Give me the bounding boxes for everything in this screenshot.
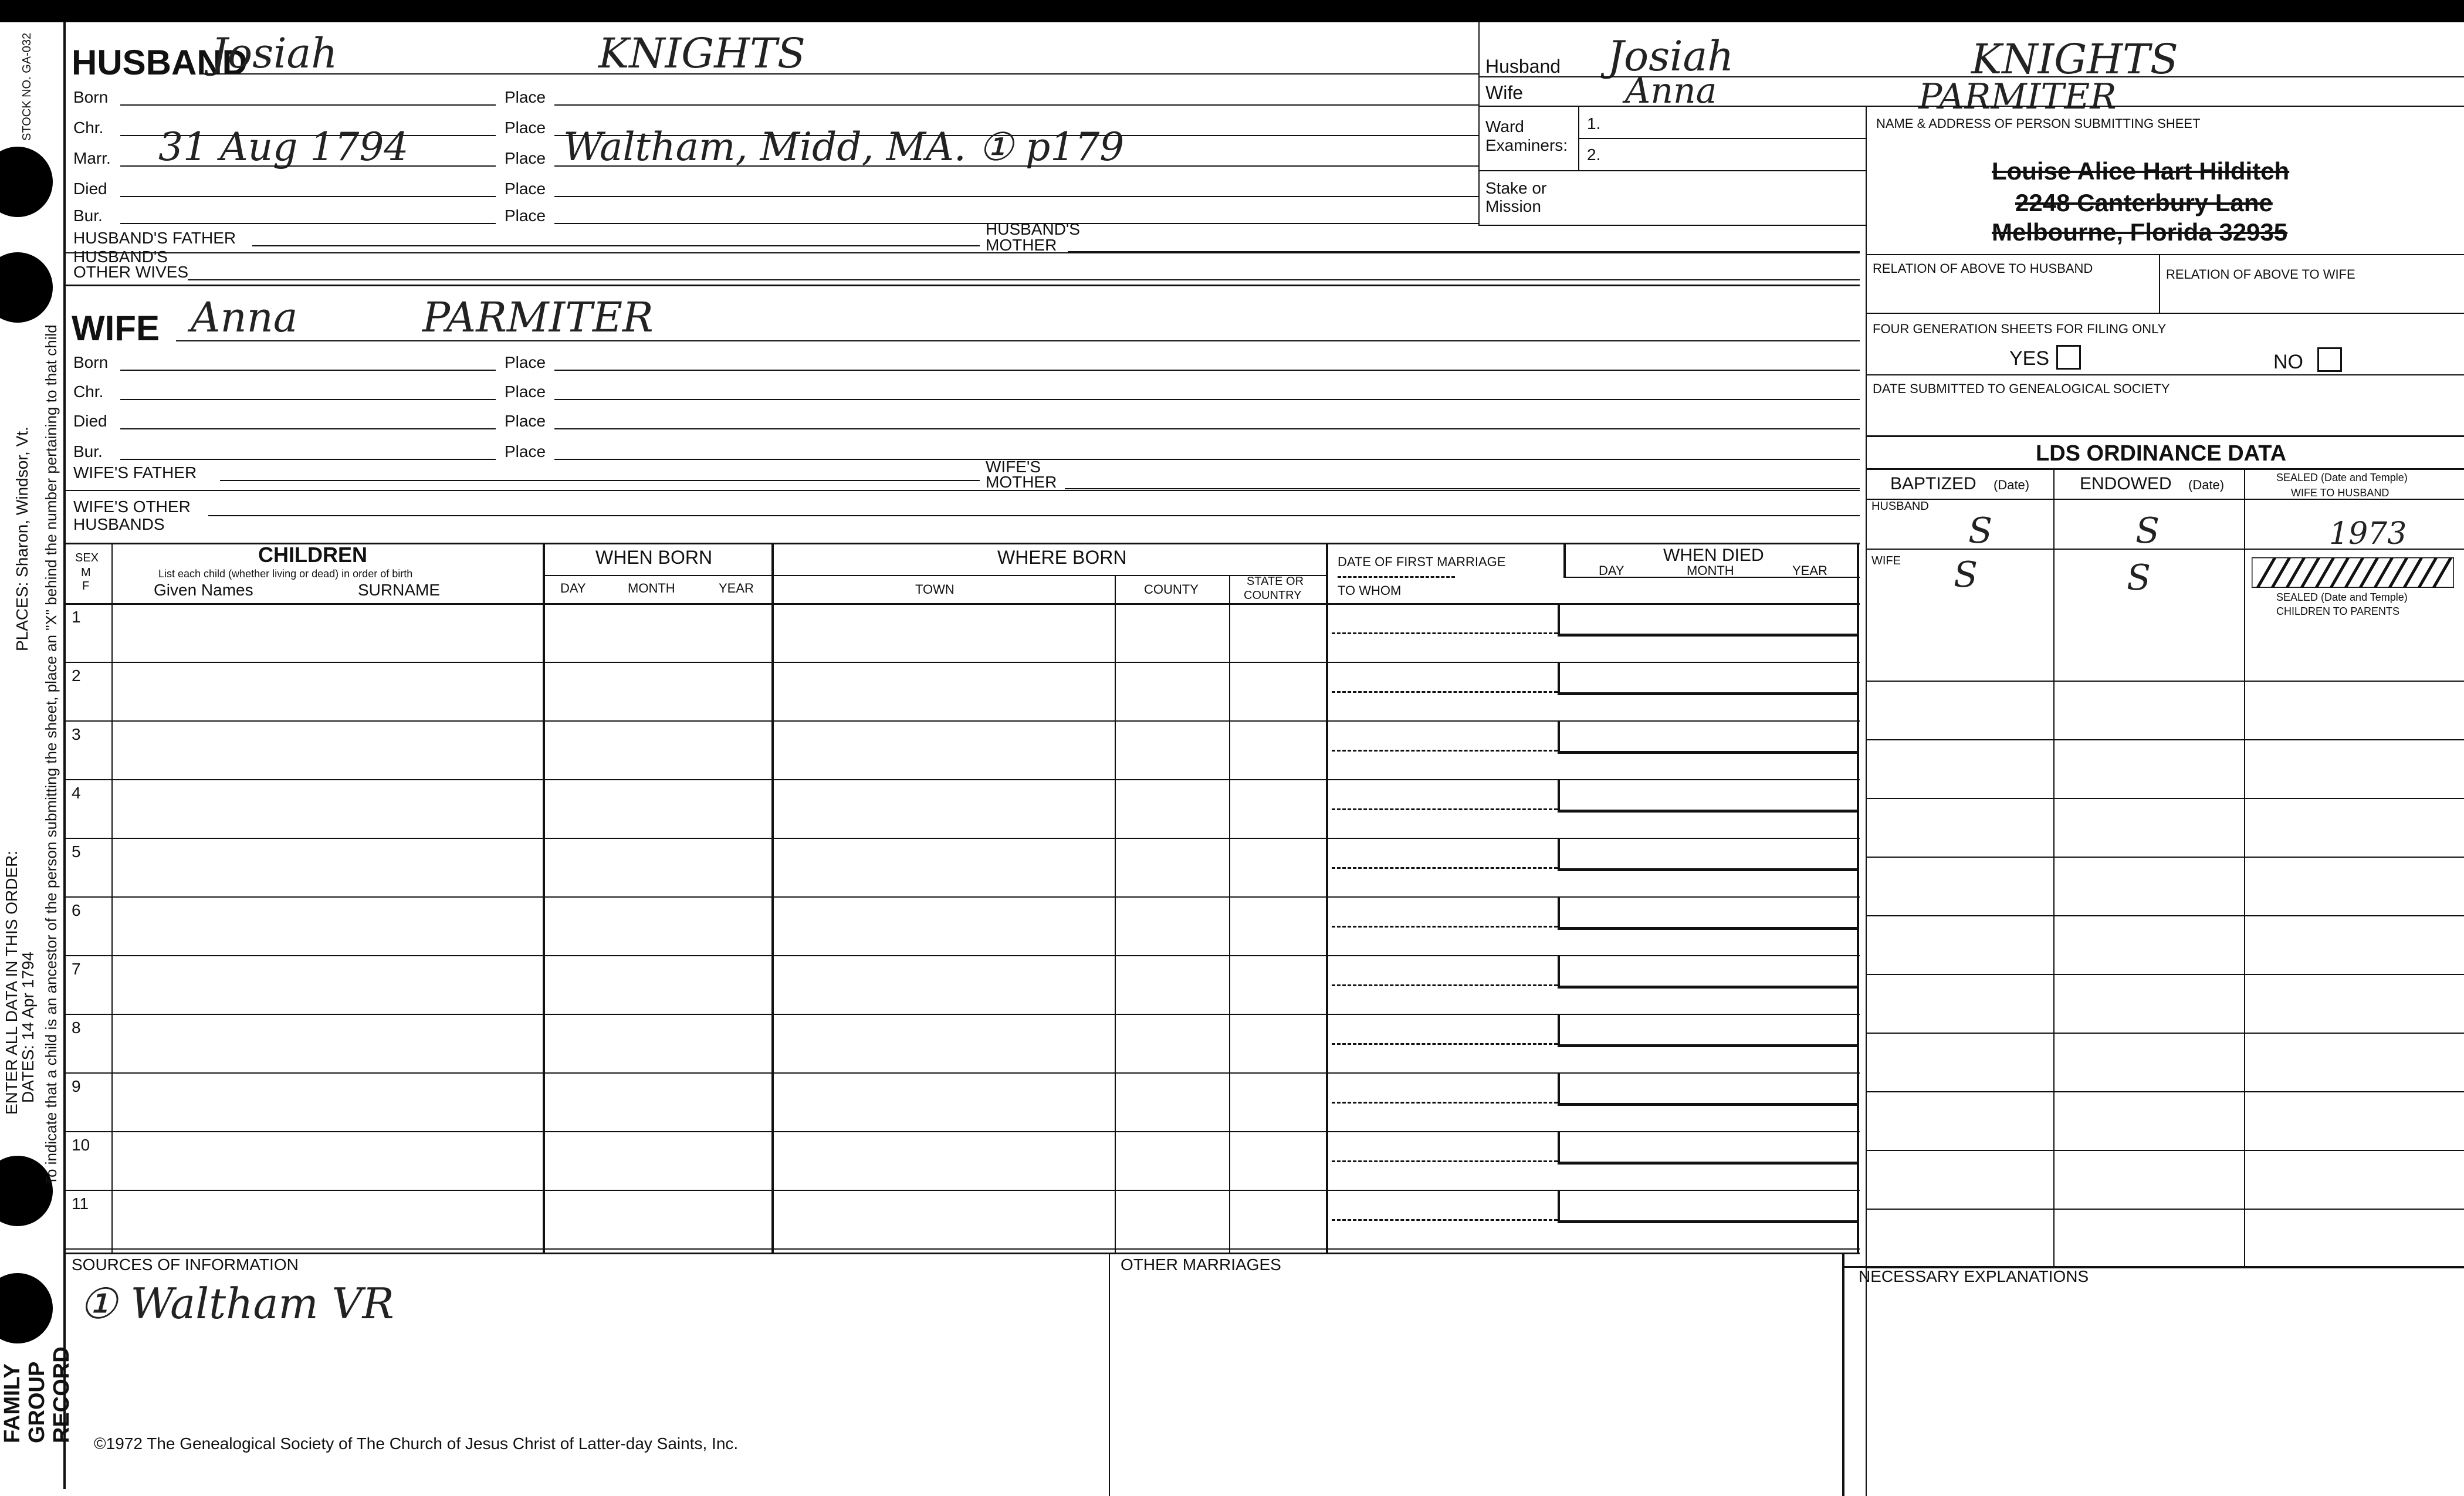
sealed-label-2: WIFE TO HUSBAND [2291, 487, 2389, 499]
husband-born-date-line[interactable] [120, 104, 496, 106]
when-died-left-border [1563, 543, 1566, 577]
child-died-line[interactable] [1558, 1103, 1857, 1106]
when-died-heading: WHEN DIED [1663, 546, 1764, 565]
husband-born-label: Born [73, 88, 109, 106]
header-husband-given[interactable]: Josiah [1607, 32, 1734, 80]
examiner-1: 1. [1587, 114, 1601, 133]
when-born-col-divider [771, 543, 774, 1253]
lds-col-2 [2244, 468, 2245, 1267]
child-row-line [63, 779, 1860, 780]
wife-bur-date-line[interactable] [120, 459, 496, 460]
wife-other-husbands-2: HUSBANDS [73, 515, 165, 533]
lds-child-row-line [1866, 1150, 2464, 1151]
wife-other-husbands-line[interactable] [208, 515, 1860, 516]
husband-marr-place-label: Place [505, 149, 546, 167]
child-died-bracket [1558, 604, 1560, 635]
child-row-line [63, 955, 1860, 956]
wife-mother-label-2: MOTHER [986, 473, 1057, 491]
record-title-3: RECORD [49, 1346, 74, 1443]
wife-born-place-line[interactable] [554, 370, 1860, 371]
relation-bottom [1866, 313, 2464, 314]
sex-m-label: M [81, 566, 91, 579]
child-died-line[interactable] [1558, 986, 1857, 989]
left-border [63, 22, 66, 1489]
child-marriage-dash[interactable] [1332, 926, 1558, 928]
died-month-label: MONTH [1687, 563, 1734, 578]
husband-father-divider [63, 252, 1860, 253]
top-border [0, 0, 2464, 22]
husband-other-wives-line[interactable] [188, 279, 1860, 280]
state-label-2: COUNTRY [1244, 589, 1302, 602]
child-died-bracket [1558, 1074, 1560, 1104]
header-wife-label: Wife [1485, 82, 1523, 103]
lds-title: LDS ORDINANCE DATA [2036, 441, 2287, 466]
given-col-divider [543, 543, 545, 1253]
wife-born-place-label: Place [505, 353, 546, 371]
sealed-year[interactable]: 1973 [2329, 516, 2407, 551]
husband-heading: HUSBAND [72, 43, 248, 82]
ward-label: Ward [1485, 117, 1524, 136]
surname-col-label: SURNAME [358, 581, 441, 599]
child-marriage-dash[interactable] [1332, 632, 1558, 634]
husband-baptized-mark[interactable]: S [1968, 510, 1993, 551]
child-row-line [63, 1190, 1860, 1191]
necessary-label: NECESSARY EXPLANATIONS [1859, 1267, 2089, 1285]
sealed-children-label-1: SEALED (Date and Temple) [2276, 591, 2408, 603]
child-marriage-dash[interactable] [1332, 1160, 1558, 1162]
four-gen-bottom [1866, 374, 2464, 375]
child-died-line[interactable] [1558, 810, 1857, 813]
wife-died-date-line[interactable] [120, 428, 496, 429]
examiners-bottom [1478, 170, 1866, 171]
yes-label: YES [2009, 347, 2050, 370]
child-died-line[interactable] [1558, 751, 1857, 754]
submitter-street[interactable]: 2248 Canterbury Lane [2015, 189, 2273, 216]
husband-name-line [202, 73, 1478, 75]
first-marriage-dash [1338, 576, 1455, 578]
bottom-section-top [63, 1253, 1860, 1254]
no-checkbox[interactable] [2317, 347, 2342, 372]
child-marriage-dash[interactable] [1332, 750, 1558, 752]
child-row-number: 11 [72, 1194, 89, 1213]
lds-col-1 [2053, 468, 2055, 1267]
child-died-bracket [1558, 898, 1560, 928]
child-row-number: 7 [72, 960, 81, 978]
examiner-1-line[interactable] [1578, 138, 1866, 139]
stake-bottom [1478, 225, 1866, 226]
child-died-bracket [1558, 780, 1560, 811]
husband-other-wives-1: HUSBAND'S [73, 248, 168, 266]
sex-f-label: F [82, 580, 90, 593]
wife-chr-place-line[interactable] [554, 399, 1860, 400]
husband-marr-date[interactable]: 31 Aug 1794 [158, 124, 409, 170]
state-label-1: STATE OR [1247, 575, 1304, 588]
wife-surname[interactable]: PARMITER [422, 293, 654, 341]
ancestor-instruction: To indicate that a child is an ancestor of the person submitting the sheet, place an "X" behind the number pertaining to that child [42, 324, 60, 1185]
husband-born-place-line[interactable] [554, 104, 1478, 106]
husband-endowed-mark[interactable]: S [2135, 510, 2160, 551]
wife-father-divider [63, 490, 1860, 491]
header-husband-label: Husband [1485, 56, 1561, 77]
record-title-1: FAMILY [0, 1363, 25, 1443]
child-marriage-dash[interactable] [1332, 867, 1558, 869]
wife-father-line[interactable] [220, 480, 980, 481]
child-row-line [63, 1072, 1860, 1074]
examiner-2: 2. [1587, 145, 1601, 164]
husband-other-wives-2: OTHER WIVES [73, 263, 189, 281]
husband-father-label: HUSBAND'S FATHER [73, 229, 236, 247]
town-col-divider [1115, 575, 1116, 1253]
child-died-bracket [1558, 839, 1560, 869]
child-died-bracket [1558, 1132, 1560, 1163]
baptized-label: BAPTIZED [1890, 474, 1976, 493]
husband-father-line[interactable] [252, 245, 980, 246]
wife-chr-date-line[interactable] [120, 399, 496, 400]
sources-value[interactable]: ① Waltham VR [79, 1279, 394, 1328]
four-gen-label: FOUR GENERATION SHEETS FOR FILING ONLY [1873, 321, 2167, 336]
lds-wife-label: WIFE [1871, 554, 1901, 567]
binder-hole-4 [0, 1273, 53, 1343]
binder-hole-1 [0, 147, 53, 217]
husband-marr-date-line[interactable] [120, 165, 496, 167]
lds-child-row-line [1866, 798, 2464, 799]
husband-marr-place-line[interactable] [554, 165, 1478, 167]
endowed-label: ENDOWED [2080, 474, 2172, 493]
husband-marr-label: Marr. [73, 149, 111, 167]
child-row-line [63, 720, 1860, 722]
first-marriage-label: DATE OF FIRST MARRIAGE [1338, 554, 1506, 569]
wife-died-label: Died [73, 412, 107, 430]
husband-died-label: Died [73, 180, 107, 198]
relation-divider [2159, 254, 2160, 313]
husband-mother-label-1: HUSBAND'S [986, 220, 1080, 238]
husband-died-place-label: Place [505, 180, 546, 198]
child-died-bracket [1558, 722, 1560, 752]
child-marriage-dash[interactable] [1332, 1043, 1558, 1045]
sex-label: SEX [75, 551, 99, 564]
enter-data-line: ENTER ALL DATA IN THIS ORDER: [2, 850, 21, 1115]
lds-child-row-line [1866, 739, 2464, 740]
child-row-line [63, 1014, 1860, 1015]
child-died-bracket [1558, 1191, 1560, 1221]
other-marriages-label: OTHER MARRIAGES [1121, 1255, 1281, 1274]
child-died-line[interactable] [1558, 927, 1857, 930]
submitter-label: NAME & ADDRESS OF PERSON SUBMITTING SHEET [1876, 116, 2201, 131]
children-list-note: List each child (whether living or dead) in order of birth [158, 568, 413, 580]
husband-chr-place-label: Place [505, 119, 546, 137]
record-title-2: GROUP [25, 1361, 49, 1443]
child-marriage-dash[interactable] [1332, 1219, 1558, 1221]
child-died-line[interactable] [1558, 692, 1857, 695]
husband-chr-label: Chr. [73, 119, 104, 137]
husband-bur-label: Bur. [73, 207, 103, 225]
child-row-line [63, 1131, 1860, 1132]
child-row-number: 3 [72, 725, 81, 743]
sealed-hatch-area [2252, 557, 2454, 588]
wife-heading: WIFE [72, 309, 160, 348]
relation-husband-label: RELATION OF ABOVE TO HUSBAND [1873, 261, 2093, 276]
date-submitted-bottom [1866, 435, 2464, 437]
town-label: TOWN [915, 582, 955, 597]
stock-number: STOCK NO. GA-032 [21, 32, 33, 141]
sealed-label-1: SEALED (Date and Temple) [2276, 472, 2408, 483]
no-label: NO [2273, 351, 2303, 373]
lds-child-row-line [1866, 974, 2464, 975]
right-panel-divider [1866, 106, 1867, 1496]
child-marriage-dash[interactable] [1332, 984, 1558, 986]
header-wife-line [1478, 106, 2464, 107]
child-row-number: 1 [72, 608, 81, 626]
lds-child-row-line [1866, 681, 2464, 682]
wife-born-label: Born [73, 353, 109, 371]
wife-endowed-mark[interactable]: S [2127, 557, 2151, 598]
lds-child-row-line [1866, 857, 2464, 858]
born-year-label: YEAR [719, 581, 754, 595]
lds-child-row-line [1866, 1091, 2464, 1092]
husband-bur-date-line[interactable] [120, 223, 496, 224]
child-died-line[interactable] [1558, 1044, 1857, 1047]
wife-baptized-mark[interactable]: S [1954, 554, 1978, 595]
binder-hole-2 [0, 252, 53, 323]
child-row-number: 6 [72, 901, 81, 919]
given-names-label: Given Names [154, 581, 253, 599]
stake-label-2: Mission [1485, 197, 1541, 215]
dates-line: DATES: 14 Apr 1794 [19, 952, 37, 1103]
child-row-line [63, 662, 1860, 663]
wife-died-place-label: Place [505, 412, 546, 430]
wife-born-date-line[interactable] [120, 370, 496, 371]
stake-label-1: Stake or [1485, 179, 1547, 197]
endowed-date-label: (Date) [2188, 478, 2225, 492]
places-line: PLACES: Sharon, Windsor, Vt. [13, 427, 31, 651]
child-row-number: 4 [72, 784, 81, 802]
wife-bur-place-label: Place [505, 442, 546, 461]
child-marriage-dash[interactable] [1332, 691, 1558, 693]
child-row-line [63, 838, 1860, 839]
child-row-number: 10 [72, 1136, 90, 1154]
child-died-line[interactable] [1558, 1220, 1857, 1223]
husband-surname[interactable]: KNIGHTS [598, 29, 805, 77]
child-marriage-dash[interactable] [1332, 808, 1558, 810]
sex-col-divider [111, 543, 113, 1253]
children-heading: CHILDREN [258, 543, 367, 567]
husband-born-place-label: Place [505, 88, 546, 106]
child-died-line[interactable] [1558, 1162, 1857, 1165]
to-whom-label: TO WHOM [1338, 583, 1402, 598]
copyright: ©1972 The Genealogical Society of The Church of Jesus Christ of Latter-day Saints, Inc. [94, 1434, 739, 1453]
submitter-city[interactable]: Melbourne, Florida 32935 [1992, 218, 2288, 246]
child-died-bracket [1558, 1015, 1560, 1045]
child-died-bracket [1558, 956, 1560, 987]
sources-label: SOURCES OF INFORMATION [72, 1255, 299, 1274]
submitter-name[interactable]: Louise Alice Hart Hilditch [1992, 157, 2290, 185]
children-header-bottom [63, 603, 1860, 605]
wife-given-name[interactable]: Anna [191, 293, 298, 341]
date-submitted-label: DATE SUBMITTED TO GENEALOGICAL SOCIETY [1873, 381, 2170, 396]
child-row-line [63, 896, 1860, 898]
husband-died-date-line[interactable] [120, 196, 496, 197]
lds-child-row-line [1866, 1209, 2464, 1210]
lds-header-bottom [1866, 499, 2464, 500]
husband-marr-place[interactable]: Waltham, Midd, MA. ① p179 [563, 124, 1125, 170]
county-label: COUNTY [1144, 582, 1199, 597]
husband-died-place-line[interactable] [554, 196, 1478, 197]
examiners-label: Examiners: [1485, 136, 1568, 154]
necessary-divider [1842, 1253, 1844, 1496]
husband-bur-place-label: Place [505, 207, 546, 225]
wife-bur-label: Bur. [73, 442, 103, 461]
husband-given-name[interactable]: Josiah [211, 29, 338, 77]
when-died-header-bottom [1563, 577, 1860, 578]
header-subdivider [543, 575, 1326, 576]
born-day-label: DAY [560, 581, 586, 595]
table-right-border [1857, 543, 1859, 1253]
county-col-divider [1229, 575, 1230, 1253]
wife-mother-line[interactable] [1065, 488, 1860, 489]
child-row-line [63, 1248, 1860, 1250]
child-died-line[interactable] [1558, 868, 1857, 871]
died-year-label: YEAR [1792, 563, 1827, 578]
lds-husband-bottom [1866, 549, 2464, 550]
other-marriages-divider [1109, 1253, 1110, 1496]
husband-mother-label-2: MOTHER [986, 236, 1057, 254]
lds-husband-label: HUSBAND [1871, 500, 1929, 513]
child-row-number: 2 [72, 666, 81, 685]
submitter-bottom [1866, 254, 2464, 255]
child-row-number: 9 [72, 1077, 81, 1095]
wife-name-line [176, 340, 1860, 341]
wife-father-label: WIFE'S FATHER [73, 463, 197, 482]
lds-child-row-line [1866, 1033, 2464, 1034]
relation-wife-label: RELATION OF ABOVE TO WIFE [2166, 267, 2355, 282]
sealed-children-label-2: CHILDREN TO PARENTS [2276, 605, 2400, 617]
child-row-number: 5 [72, 842, 81, 861]
child-died-bracket [1558, 663, 1560, 693]
baptized-date-label: (Date) [1993, 478, 2030, 492]
born-month-label: MONTH [628, 581, 675, 595]
wife-mother-label-1: WIFE'S [986, 458, 1041, 476]
lds-title-bottom [1866, 468, 2464, 470]
child-marriage-dash[interactable] [1332, 1102, 1558, 1104]
wife-chr-label: Chr. [73, 383, 104, 401]
header-right-divider [1478, 22, 1480, 225]
where-born-col-divider [1326, 543, 1328, 1253]
where-born-heading: WHERE BORN [997, 547, 1127, 568]
header-wife-given[interactable]: Anna [1625, 70, 1717, 111]
wife-bur-place-line[interactable] [554, 459, 1860, 460]
husband-section-bottom [63, 285, 1860, 286]
when-born-heading: WHEN BORN [595, 547, 713, 568]
yes-checkbox[interactable] [2056, 345, 2081, 370]
header-husband-surname[interactable]: KNIGHTS [1971, 35, 2178, 83]
header-wife-surname[interactable]: PARMITER [1918, 76, 2117, 117]
lds-child-row-line [1866, 915, 2464, 916]
wife-other-husbands-1: WIFE'S OTHER [73, 497, 191, 516]
child-died-line[interactable] [1558, 634, 1857, 637]
wife-chr-place-label: Place [505, 383, 546, 401]
child-row-number: 8 [72, 1018, 81, 1037]
wife-died-place-line[interactable] [554, 428, 1860, 429]
died-day-label: DAY [1599, 563, 1624, 578]
